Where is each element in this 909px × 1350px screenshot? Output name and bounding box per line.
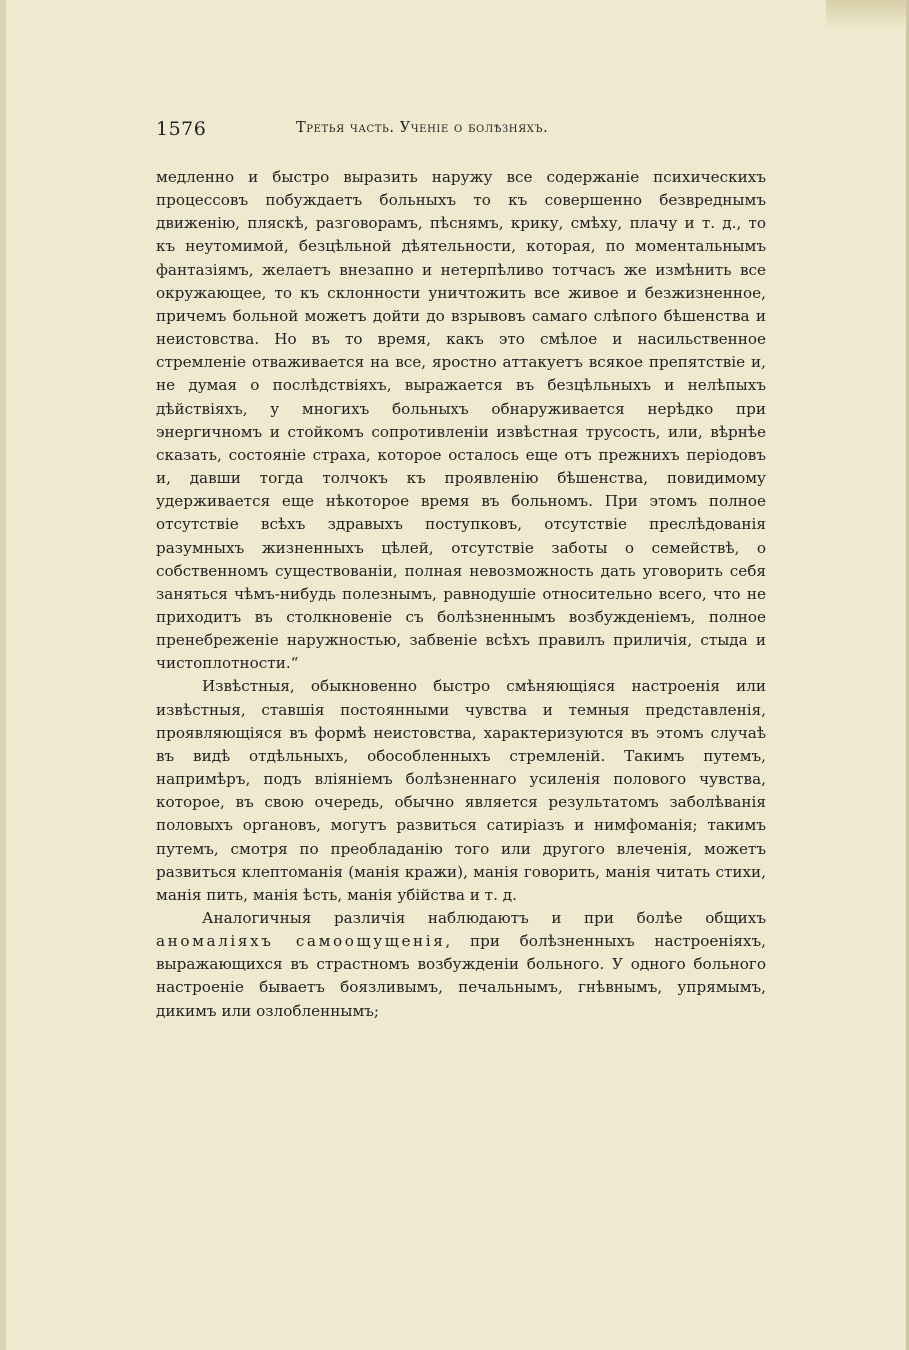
page-header xyxy=(156,118,766,146)
page-stain xyxy=(826,0,906,30)
page-number: 1576 xyxy=(156,118,207,140)
running-head: Третья часть. Ученіе о болѣзняхъ. xyxy=(296,120,549,136)
spaced-emphasis-term: аномаліяхъ самоощущенія xyxy=(156,932,446,951)
paragraph-text: Аналогичныя различія наблюдаютъ и при болѣе общихъ xyxy=(202,909,766,927)
body-text xyxy=(156,166,766,1023)
paragraph-continuation: медленно и быстро выразить наружу все содержаніе психическихъ процессовъ побуждаетъ больныхъ то къ совершенно безвреднымъ движенію, пляскѣ, разговорамъ, пѣснямъ, крику, смѣху, плачу и т. д., то къ неутомимой, безцѣльной дѣятельности, которая, по моментальнымъ фантазіямъ, желаетъ внезапно и нетерпѣливо тотчасъ же измѣнить все окружающее, то къ склонности уничтожить все живое и безжизненное, причемъ больной можетъ дойти до взрывовъ самаго слѣпого бѣшенства и неистовства. Но въ то время, какъ это смѣлое и насильственное стремленіе отваживается на все, яростно аттакуетъ всякое препятствіе и, не думая о послѣдствіяхъ, выражается въ безцѣльныхъ и нелѣпыхъ дѣйствіяхъ, у многихъ больныхъ обнаруживается нерѣдко при энергичномъ и стойкомъ сопротивленіи извѣстная трусость, или, вѣрнѣе сказать, состояніе страха, которое осталось еще отъ прежнихъ періодовъ и, давши тогда толчокъ къ проявленію бѣшенства, повидимому удерживается еще нѣкоторое время въ больномъ. При этомъ полное отсутствіе всѣхъ здравыхъ поступковъ, отсутствіе преслѣдованія разумныхъ жизненныхъ цѣлей, отсутствіе заботы о семействѣ, о собственномъ существованіи, полная невозможность дать уговорить себя заняться чѣмъ-нибудь полезнымъ, равнодушіе относительно всего, что не приходитъ въ столкновеніе съ болѣзненнымъ возбужденіемъ, полное пренебреженіе наружностью, забвеніе всѣхъ правилъ приличія, стыда и чистоплотности.“ xyxy=(156,168,766,673)
paragraph: Извѣстныя, обыкновенно быстро смѣняющіяся настроенія или извѣстныя, ставшія постоянными чувства и темныя представленія, проявляющіяся въ формѣ неистовства, характеризуются въ этомъ случаѣ въ видѣ отдѣльныхъ, обособленныхъ стремленій. Такимъ путемъ, напримѣръ, подъ вліяніемъ болѣзненнаго усиленія полового чувства, которое, въ свою очередь, обычно является результатомъ заболѣванія половыхъ органовъ, могутъ развиться сатиріазъ и нимфоманія; такимъ путемъ, смотря по преобладанію того или другого влеченія, можетъ развиться клептоманія (манія кражи), манія говорить, манія читать стихи, манія пить, манія ѣсть, манія убійства и т. д. xyxy=(156,677,766,904)
paragraph xyxy=(156,907,766,1023)
paragraph-text: , при болѣзненныхъ настроеніяхъ, выражающихся въ страстномъ возбужденіи больного. У одного больного настроеніе бываетъ боязливымъ, печальнымъ, гнѣвнымъ, упрямымъ, дикимъ или озлобленнымъ; xyxy=(156,932,766,1020)
